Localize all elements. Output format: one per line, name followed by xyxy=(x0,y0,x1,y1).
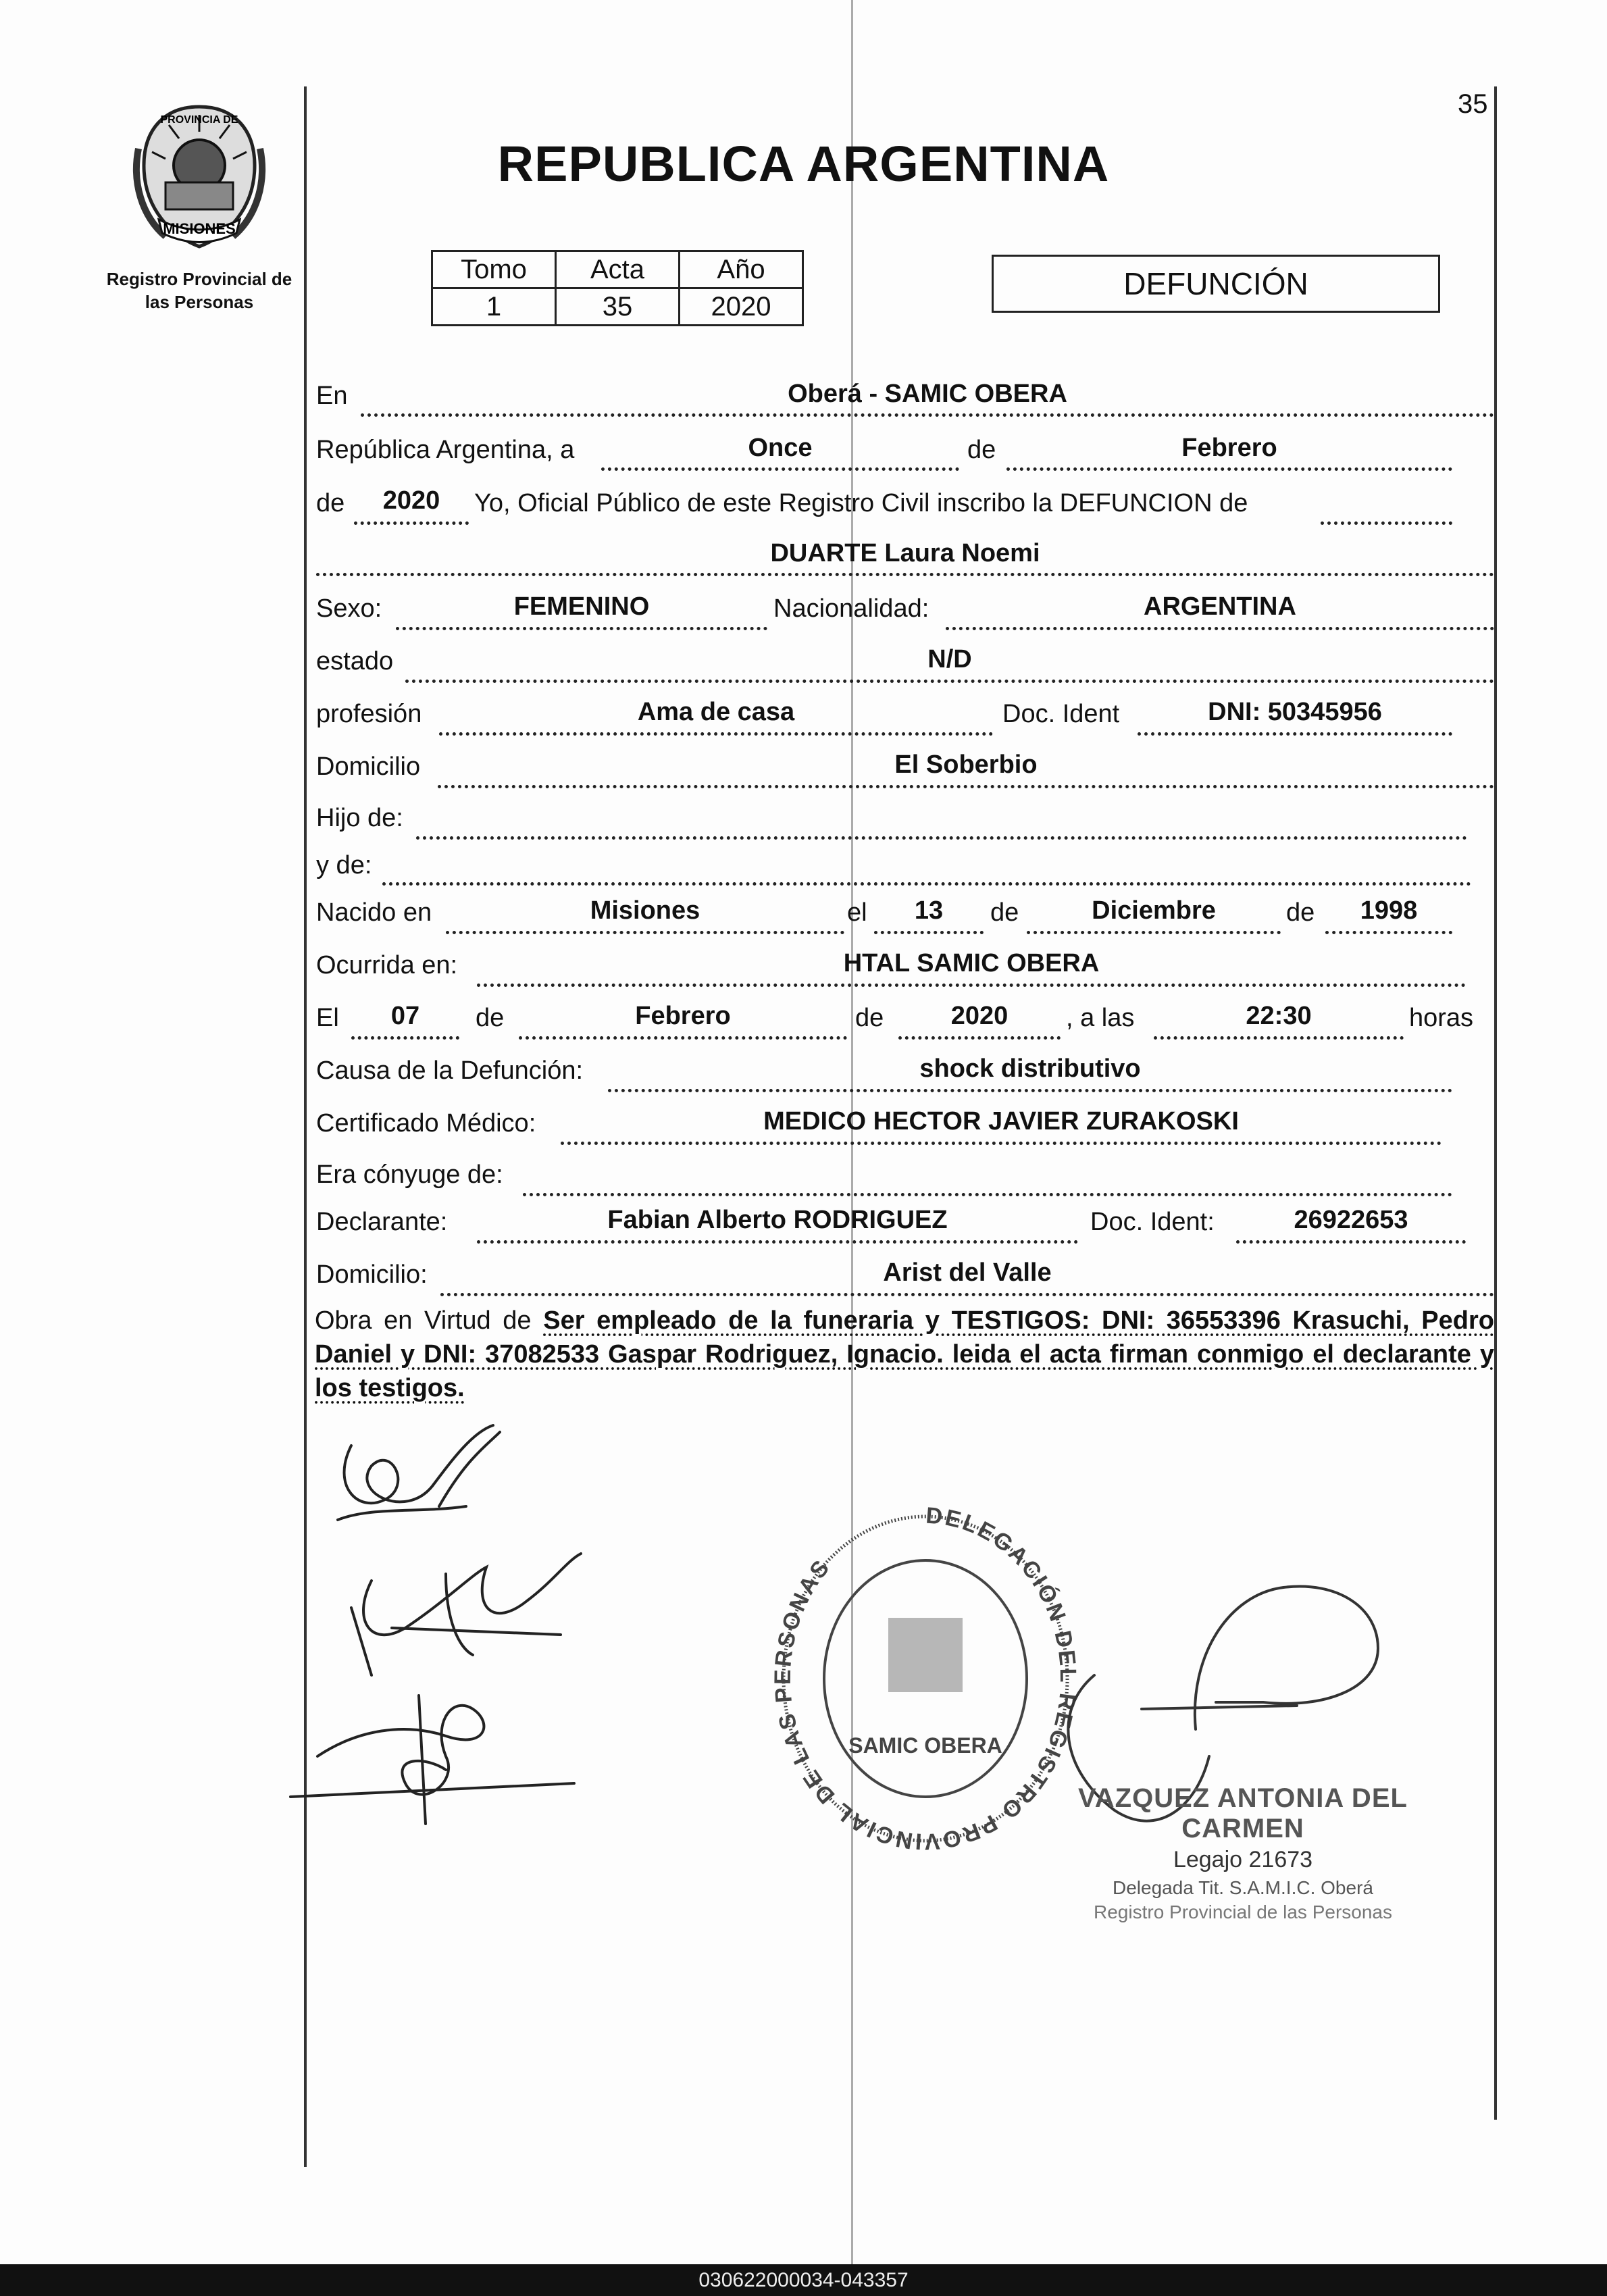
left-margin-line xyxy=(304,86,307,2167)
registry-label-line1: Registro Provincial de xyxy=(106,269,292,289)
el2-label: El xyxy=(316,1004,339,1032)
day-value: Once xyxy=(748,434,813,462)
conyuge-line xyxy=(523,1193,1452,1196)
profesion-line xyxy=(439,732,993,736)
profesion-label: profesión xyxy=(316,700,422,728)
domicilio2-line xyxy=(440,1293,1494,1296)
birth-month: Diciembre xyxy=(1092,896,1216,925)
birth-year-line xyxy=(1325,931,1452,934)
doc2-label: Doc. Ident: xyxy=(1090,1208,1215,1236)
nacido-label: Nacido en xyxy=(316,898,432,927)
death-year-line xyxy=(898,1036,1061,1040)
birth-month-line xyxy=(1027,931,1281,934)
doc2-line xyxy=(1236,1240,1466,1244)
conyuge-label: Era cónyuge de: xyxy=(316,1160,503,1189)
seal-text-bottom: MISIONES xyxy=(163,220,236,237)
stamp-inner-text: SAMIC OBERA xyxy=(848,1733,1002,1758)
death-de2-label: de xyxy=(855,1004,884,1032)
causa-value: shock distributivo xyxy=(919,1054,1141,1083)
year-prefix-label: de xyxy=(316,489,345,517)
declarante-value: Fabian Alberto RODRIGUEZ xyxy=(607,1206,948,1234)
death-year: 2020 xyxy=(950,1002,1009,1030)
table-header-tomo: Tomo xyxy=(432,251,556,288)
ocurrida-value: HTAL SAMIC OBERA xyxy=(843,949,1100,977)
birth-de1-label: de xyxy=(990,898,1019,927)
signatory-registry: Registro Provincial de las Personas xyxy=(1094,1902,1392,1922)
signatory-name: VAZQUEZ ANTONIA DEL CARMEN xyxy=(1078,1783,1408,1843)
en-line xyxy=(361,413,1494,417)
certificado-value: MEDICO HECTOR JAVIER ZURAKOSKI xyxy=(763,1107,1239,1136)
day-line xyxy=(601,467,959,471)
en-label: En xyxy=(316,382,348,410)
document-title: REPUBLICA ARGENTINA xyxy=(497,136,1110,192)
death-time: 22:30 xyxy=(1246,1002,1312,1030)
month-value: Febrero xyxy=(1181,434,1277,462)
estado-line xyxy=(405,680,1494,683)
yde-line xyxy=(382,882,1471,886)
estado-label: estado xyxy=(316,647,394,675)
signatory-block xyxy=(1040,1783,1446,1923)
yde-label: y de: xyxy=(316,851,372,879)
registry-label-line2: las Personas xyxy=(145,292,254,312)
domicilio-label: Domicilio xyxy=(316,752,421,781)
causa-label: Causa de la Defunción: xyxy=(316,1056,584,1085)
doc-value: DNI: 50345956 xyxy=(1208,698,1382,726)
birth-day: 13 xyxy=(914,896,944,925)
ocurrida-label: Ocurrida en: xyxy=(316,951,458,979)
doc-line xyxy=(1138,732,1452,736)
death-day-line xyxy=(351,1036,459,1040)
profesion-value: Ama de casa xyxy=(637,698,795,726)
declarante-line xyxy=(477,1240,1078,1244)
birth-day-line xyxy=(874,931,984,934)
nacionalidad-line xyxy=(946,627,1494,630)
declarante-label: Declarante: xyxy=(316,1208,448,1236)
certificado-label: Certificado Médico: xyxy=(316,1109,536,1138)
sexo-line xyxy=(396,627,767,630)
nacionalidad-label: Nacionalidad: xyxy=(773,594,929,623)
registry-label xyxy=(88,267,311,313)
month-line xyxy=(1006,467,1452,471)
right-margin-line xyxy=(1494,86,1497,2120)
obra-paragraph xyxy=(315,1304,1494,1405)
official-stamp xyxy=(763,1496,1088,1854)
page-number: 35 xyxy=(1458,89,1488,119)
table-header-acta: Acta xyxy=(556,251,680,288)
causa-line xyxy=(608,1089,1452,1092)
signatory-delegation: Delegada Tit. S.A.M.I.C. Oberá xyxy=(1113,1877,1373,1898)
table-header-anio: Año xyxy=(680,251,803,288)
nacido-value: Misiones xyxy=(590,896,700,925)
doc-label: Doc. Ident xyxy=(1002,700,1120,728)
name-value: DUARTE Laura Noemi xyxy=(770,539,1040,567)
el-label: el xyxy=(847,898,867,927)
table-value-anio: 2020 xyxy=(680,288,803,326)
domicilio-value: El Soberbio xyxy=(894,750,1038,779)
de-label: de xyxy=(967,436,996,464)
sexo-label: Sexo: xyxy=(316,594,382,623)
table-value-acta: 35 xyxy=(556,288,680,326)
hijo-line xyxy=(416,836,1467,840)
certificado-line xyxy=(561,1142,1442,1145)
nacionalidad-value: ARGENTINA xyxy=(1144,592,1296,621)
footer-code: 030622000034-043357 xyxy=(0,2264,1607,2296)
death-month: Febrero xyxy=(635,1002,731,1030)
republica-label: República Argentina, a xyxy=(316,436,575,464)
statement-text: Yo, Oficial Público de este Registro Civil inscribo la DEFUNCION de xyxy=(474,489,1248,517)
horas-label: horas xyxy=(1409,1004,1474,1032)
doc2-value: 26922653 xyxy=(1294,1206,1408,1234)
sexo-value: FEMENINO xyxy=(513,592,650,621)
en-value: Oberá - SAMIC OBERA xyxy=(788,380,1067,408)
death-time-line xyxy=(1154,1036,1404,1040)
birth-year: 1998 xyxy=(1360,896,1418,925)
table-value-tomo: 1 xyxy=(432,288,556,326)
domicilio2-label: Domicilio: xyxy=(316,1260,428,1289)
signatory-legajo: Legajo 21673 xyxy=(1173,1847,1313,1872)
name-line xyxy=(316,573,1494,576)
obra-value: Ser empleado de la funeraria y TESTIGOS: DNI: 36553396 Krasuchi, Pedro Daniel y DNI: 37082533 Gaspar Rodriguez, Ignacio. leida el acta firman conmigo el declarante y los testigos. xyxy=(315,1306,1494,1402)
death-month-line xyxy=(519,1036,847,1040)
seal-text-top: PROVINCIA DE xyxy=(160,114,238,126)
birth-de2-label: de xyxy=(1286,898,1315,927)
death-day: 07 xyxy=(390,1002,420,1030)
obra-label: Obra en Virtud de xyxy=(315,1306,532,1335)
estado-value: N/D xyxy=(927,645,972,673)
record-type-box: DEFUNCIÓN xyxy=(992,255,1440,313)
nacido-line xyxy=(446,931,844,934)
hijo-label: Hijo de: xyxy=(316,804,403,832)
year-line xyxy=(354,521,469,525)
handwritten-signatures xyxy=(270,1405,648,1837)
record-table xyxy=(431,250,804,326)
domicilio-line xyxy=(438,785,1494,788)
year-value: 2020 xyxy=(382,486,440,515)
alas-label: , a las xyxy=(1066,1004,1135,1032)
ocurrida-line xyxy=(477,984,1466,987)
death-de1-label: de xyxy=(476,1004,505,1032)
statement-line xyxy=(1321,521,1452,525)
domicilio2-value: Arist del Valle xyxy=(883,1258,1052,1287)
stamp-text: DELEGACIÓN DEL REGISTRO PROVINCIAL DE LAS PERSONAS xyxy=(769,1502,1081,1854)
